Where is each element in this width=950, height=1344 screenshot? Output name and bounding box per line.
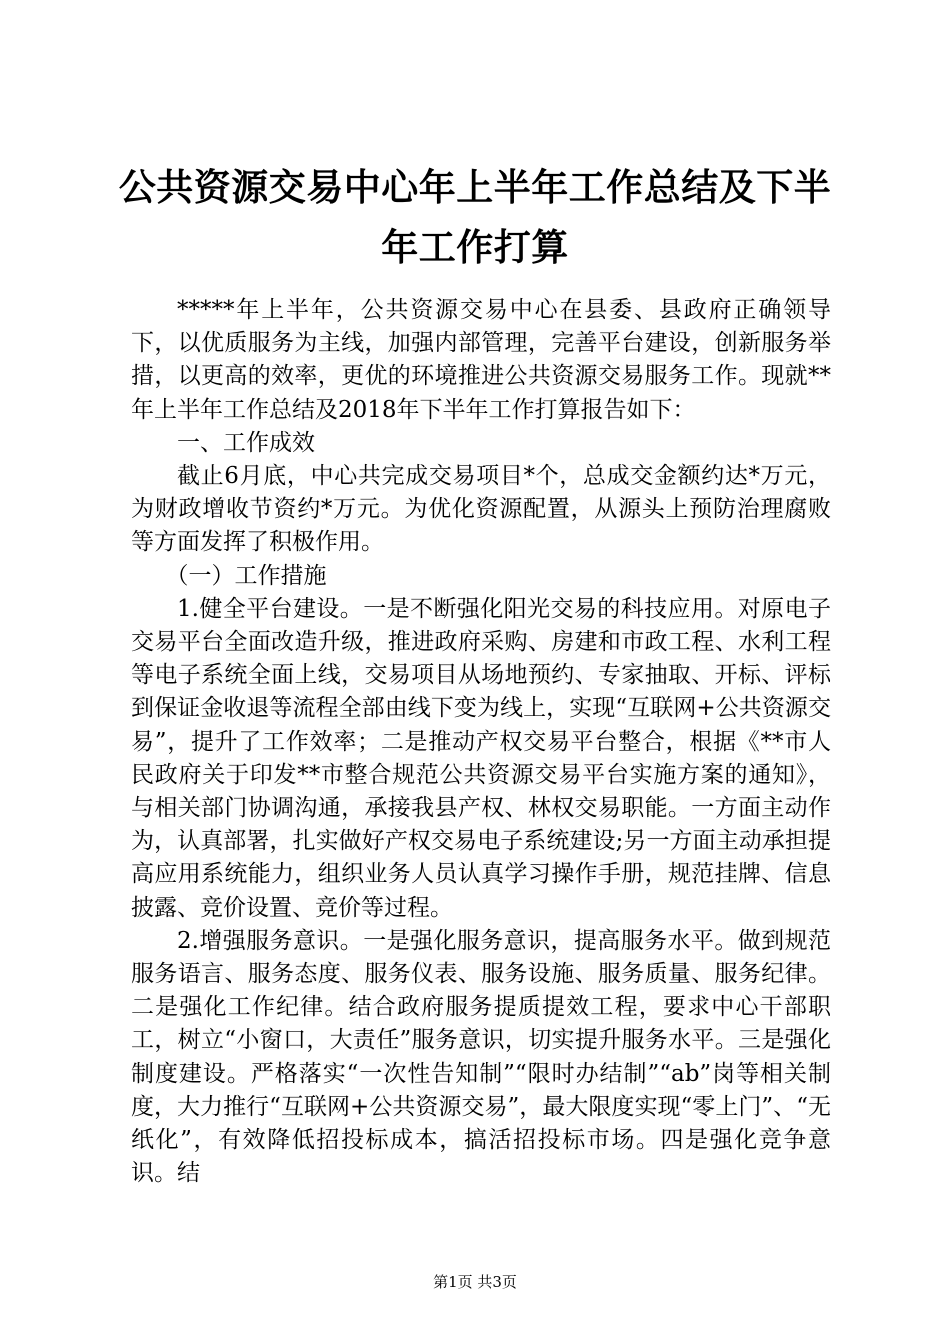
measure-item-1: 1.健全平台建设。一是不断强化阳光交易的科技应用。对原电子交易平台全面改造升级，推进政府采购、房建和市政工程、水利工程等电子系统全面上线，交易项目从场地预约、专家抽取、开标、评标到保证金收退等流程全部由线下变为线上，实现“互联网+公共资源交易”，提升了工作效率；二是推动产权交易平台整合，根据《**市人民政府关于印发**市整合规范公共资源交易平台实施方案的通知》，与相关部门协调沟通，承接我县产权、林权交易职能。一方面主动作为，认真部署，扎实做好产权交易电子系统建设;另一方面主动承担提高应用系统能力，组织业务人员认真学习操作手册，规范挂牌、信息披露、竞价设置、竞价等过程。 — [131, 595, 831, 921]
document-body — [131, 294, 831, 1190]
measure-item-2: 2.增强服务意识。一是强化服务意识，提高服务水平。做到规范服务语言、服务态度、服务仪表、服务设施、服务质量、服务纪律。二是强化工作纪律。结合政府服务提质提效工程，要求中心干部职工，树立“小窗口，大责任”服务意识，切实提升服务水平。三是强化制度建设。严格落实“一次性告知制”“限时办结制”“ab”岗等相关制度，大力推行“互联网+公共资源交易”，最大限度实现“零上门”、“无纸化”，有效降低招投标成本，搞活招投标市场。四是强化竞争意识。结 — [131, 927, 831, 1187]
intro-paragraph: *****年上半年，公共资源交易中心在县委、县政府正确领导下，以优质服务为主线，加强内部管理，完善平台建设，创新服务举措，以更高的效率，更优的环境推进公共资源交易服务工作。现就**年上半年工作总结及2018年下半年工作打算报告如下： — [131, 297, 831, 423]
section-heading-results: 一、工作成效 — [177, 429, 315, 456]
results-paragraph: 截止6月底，中心共完成交易项目*个，总成交金额约达*万元，为财政增收节资约*万元。为优化资源配置，从源头上预防治理腐败等方面发挥了积极作用。 — [131, 463, 831, 556]
page-number: 第1页 共3页 — [433, 1273, 517, 1291]
document-title: 公共资源交易中心年上半年工作总结及下半年工作打算 — [118, 166, 832, 269]
subsection-heading-measures: （一）工作措施 — [165, 562, 327, 589]
